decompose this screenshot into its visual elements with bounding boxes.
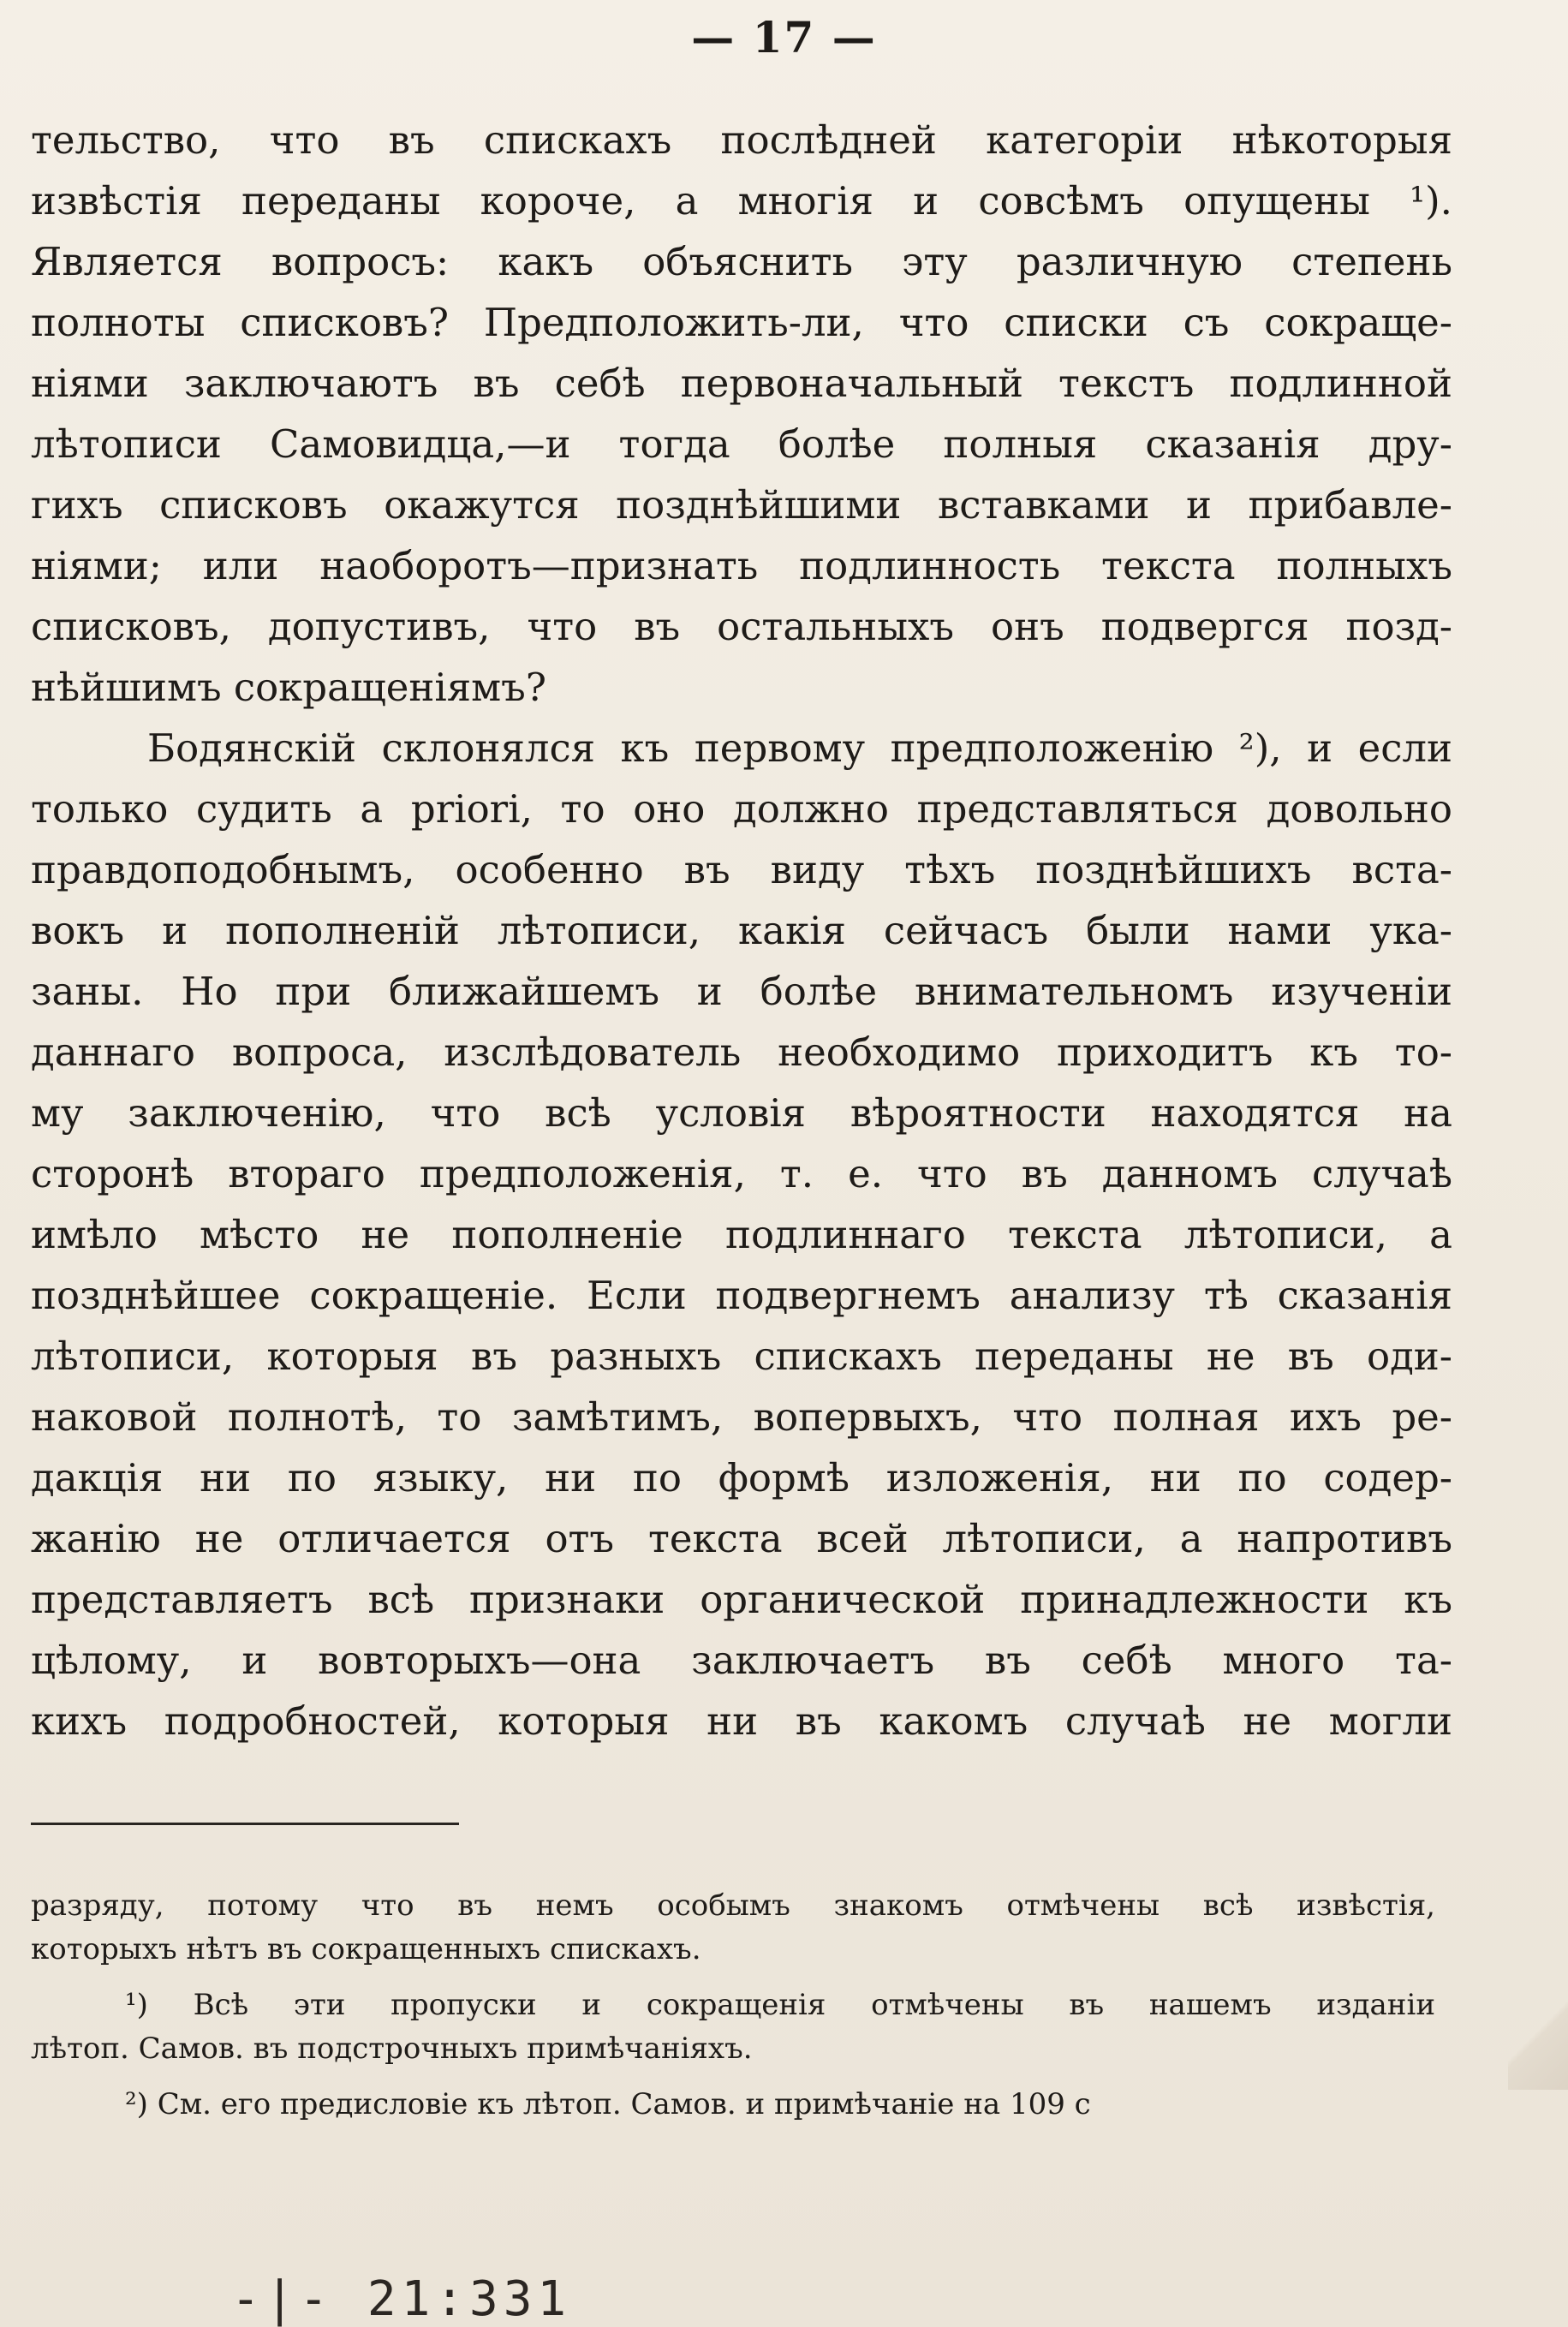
footnote-divider <box>31 1823 459 1825</box>
text-line: даннаго вопроса, изслѣдователь необходимо приходитъ къ то- <box>31 1029 1452 1075</box>
text-line: кихъ подробностей, которыя ни въ какомъ случаѣ не могли <box>31 1698 1452 1744</box>
text-line: только судить a priori, то оно должно представляться довольно <box>31 786 1452 832</box>
footnote-line: которыхъ нѣтъ въ сокращенныхъ спискахъ. <box>31 1932 701 1966</box>
text-line: имѣло мѣсто не пополненіе подлиннаго текста лѣтописи, а <box>31 1212 1452 1257</box>
footnotes <box>31 1884 1435 2127</box>
text-line: цѣлому, и вовторыхъ—она заключаетъ въ себѣ много та- <box>31 1638 1452 1683</box>
text-line: нѣйшимъ сокращеніямъ? <box>31 665 546 710</box>
footnote-line: ²) См. его предисловіе къ лѣтоп. Самов. и примѣчаніе на 109 с <box>125 2087 1091 2121</box>
text-line: сторонѣ втораго предположенія, т. е. что въ данномъ случаѣ <box>31 1151 1452 1196</box>
text-line: тельство, что въ спискахъ послѣдней категоріи нѣкоторыя <box>31 117 1452 163</box>
text-line: Является вопросъ: какъ объяснить эту различную степень <box>31 239 1452 284</box>
page-number: — 17 — <box>691 12 877 63</box>
text-line: лѣтописи, которыя въ разныхъ спискахъ переданы не въ оди- <box>31 1334 1452 1379</box>
text-line: списковъ, допустивъ, что въ остальныхъ онъ подвергся позд- <box>31 604 1452 649</box>
text-line: полноты списковъ? Предположить-ли, что списки съ сокраще- <box>31 300 1452 345</box>
main-text <box>31 110 1452 1751</box>
text-line: позднѣйшее сокращеніе. Если подвергнемъ анализу тѣ сказанія <box>31 1273 1452 1318</box>
text-line: наковой полнотѣ, то замѣтимъ, вопервыхъ, что полная ихъ ре- <box>31 1394 1452 1440</box>
text-line: правдоподобнымъ, особенно въ виду тѣхъ позднѣйшихъ вста- <box>31 847 1452 892</box>
page-edge-damage <box>1508 1987 1568 2090</box>
text-line: жанію не отличается отъ текста всей лѣтописи, а напротивъ <box>31 1516 1452 1561</box>
text-line: ніями; или наоборотъ—признать подлинность текста полныхъ <box>31 543 1452 588</box>
text-line: вокъ и пополненій лѣтописи, какія сейчасъ были нами ука- <box>31 908 1452 953</box>
footnote-line: разряду, потому что въ немъ особымъ знакомъ отмѣчены всѣ извѣстія, <box>31 1888 1435 1923</box>
text-line: Бодянскій склонялся къ первому предположенію ²), и если <box>147 725 1452 771</box>
text-line: лѣтописи Самовидца,—и тогда болѣе полныя сказанія дру- <box>31 421 1452 467</box>
library-stamp: -|- 21:331 <box>231 2271 572 2327</box>
text-line: извѣстія переданы короче, а многія и совсѣмъ опущены ¹). <box>31 178 1452 224</box>
text-line: му заключенію, что всѣ условія вѣроятности находятся на <box>31 1090 1452 1136</box>
text-line: заны. Но при ближайшемъ и болѣе внимательномъ изученіи <box>31 969 1452 1014</box>
text-line: гихъ списковъ окажутся позднѣйшими вставками и прибавле- <box>31 482 1452 528</box>
footnote-line: ¹) Всѣ эти пропуски и сокращенія отмѣчены въ нашемъ изданіи <box>125 1988 1435 2022</box>
footnote-line: лѣтоп. Самов. въ подстрочныхъ примѣчаніяхъ. <box>31 2032 753 2066</box>
text-line: представляетъ всѣ признаки органической принадлежности къ <box>31 1577 1452 1622</box>
text-line: ніями заключаютъ въ себѣ первоначальный текстъ подлинной <box>31 361 1452 406</box>
text-line: дакція ни по языку, ни по формѣ изложенія, ни по содер- <box>31 1455 1452 1501</box>
